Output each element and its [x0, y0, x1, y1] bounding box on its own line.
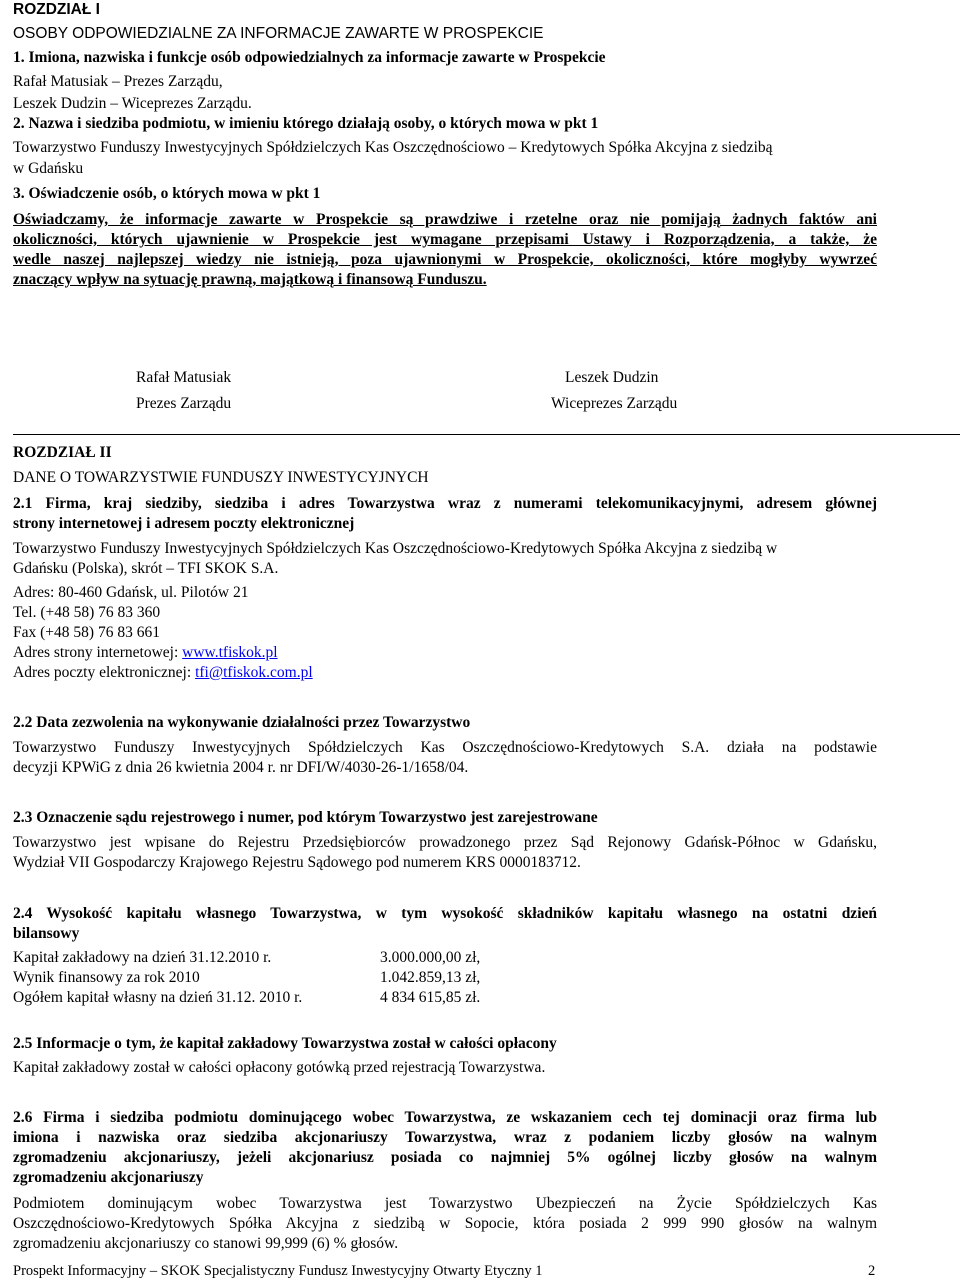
address: Adres: 80-460 Gdańsk, ul. Pilotów 21 — [13, 584, 249, 601]
s23-title: 2.3 Oznaczenie sądu rejestrowego i numer, pod którym Towarzystwo jest zarejestrowane — [13, 809, 598, 826]
phone: Tel. (+48 58) 76 83 360 — [13, 604, 161, 621]
website-label: Adres strony internetowej: — [13, 644, 183, 661]
capital-label: Ogółem kapitał własny na dzień 31.12. 2010 r. — [13, 989, 303, 1006]
website-link[interactable]: www.tfiskok.pl — [182, 644, 278, 661]
s22-title: 2.2 Data zezwolenia na wykonywanie działalności przez Towarzystwo — [13, 714, 471, 731]
s26-text: Oszczędnościowo-Kredytowych Spółka Akcyjna z siedzibą w Sopocie, która posiada 2 999 990 głosów na walnym — [13, 1215, 877, 1232]
email-row — [13, 665, 313, 681]
s22-text: Towarzystwo Funduszy Inwestycyjnych Spółdzielczych Kas Oszczędnościowo-Kredytowych S.A. działa na podstawie — [13, 739, 877, 756]
declaration-line: Oświadczamy, że informacje zawarte w Prospekcie są prawdziwe i rzetelne oraz nie pomijają żadnych faktów ani — [13, 211, 877, 228]
declaration-line: znaczący wpływ na sytuację prawną, majątkową i finansową Funduszu. — [13, 271, 487, 288]
s23-text: Towarzystwo jest wpisane do Rejestru Przedsiębiorców prowadzonego przez Sąd Rejonowy Gdańsk-Północ w Gdańsku, — [13, 834, 877, 851]
responsible-person-1: Rafał Matusiak – Prezes Zarządu, — [13, 73, 223, 90]
s24-title: bilansowy — [13, 925, 80, 942]
s26-title: zgromadzeniu akcjonariuszy — [13, 1169, 204, 1186]
item-3-title: 3. Oświadczenie osób, o których mowa w pkt 1 — [13, 185, 321, 202]
s21-title: 2.1 Firma, kraj siedziby, siedziba i adres Towarzystwa wraz z numerami telekomunikacyjnymi, adresem głównej — [13, 495, 877, 512]
s21-text: Towarzystwo Funduszy Inwestycyjnych Spółdzielczych Kas Oszczędnościowo-Kredytowych Spółka Akcyjna z siedzibą w — [13, 540, 778, 557]
s25-title: 2.5 Informacje o tym, że kapitał zakładowy Towarzystwa został w całości opłacony — [13, 1035, 557, 1052]
item-2-text: w Gdańsku — [13, 160, 84, 177]
chapter-2-subheading: DANE O TOWARZYSTWIE FUNDUSZY INWESTYCYJNYCH — [13, 469, 429, 486]
website-row — [13, 645, 278, 661]
capital-label: Wynik finansowy za rok 2010 — [13, 969, 200, 986]
capital-label: Kapitał zakładowy na dzień 31.12.2010 r. — [13, 949, 272, 966]
declaration-line: wedle naszej najlepszej wiedzy nie istnieją, poza ujawnionymi w Prospekcie, okoliczności, które mogłyby wywrzeć — [13, 251, 877, 268]
item-2-title: 2. Nazwa i siedziba podmiotu, w imieniu którego działają osoby, o których mowa w pkt 1 — [13, 115, 599, 132]
capital-row — [13, 970, 480, 986]
s23-text: Wydział VII Gospodarczy Krajowego Rejestru Sądowego pod numerem KRS 0000183712. — [13, 854, 581, 871]
s26-title: imiona i nazwiska oraz siedziba akcjonariuszy Towarzystwa, wraz z podaniem liczby głosów na walnym — [13, 1129, 877, 1146]
s22-text: decyzji KPWiG z dnia 26 kwietnia 2004 r. nr DFI/W/4030-26-1/1658/04. — [13, 759, 469, 776]
signature-left-role: Prezes Zarządu — [136, 395, 232, 412]
fax: Fax (+48 58) 76 83 661 — [13, 624, 160, 641]
item-1-title: 1. Imiona, nazwiska i funkcje osób odpowiedzialnych za informacje zawarte w Prospekcie — [13, 49, 606, 66]
item-2-text: Towarzystwo Funduszy Inwestycyjnych Spółdzielczych Kas Oszczędnościowo – Kredytowych Spółka Akcyjna z siedzibą — [13, 139, 773, 156]
page-number: 2 — [868, 1263, 876, 1279]
declaration-line: okoliczności, których ujawnienie w Prospekcie jest wymagane przepisami Ustawy i Rozporządzenia, a także, że — [13, 231, 877, 248]
capital-row — [13, 950, 480, 966]
capital-value: 4 834 615,85 zł. — [380, 989, 481, 1006]
capital-value: 3.000.000,00 zł, — [380, 949, 481, 966]
footer-title: Prospekt Informacyjny – SKOK Specjalistyczny Fundusz Inwestycyjny Otwarty Etyczny 1 — [13, 1263, 543, 1279]
s26-title: 2.6 Firma i siedziba podmiotu dominującego wobec Towarzystwa, ze wskazaniem cech tej dominacji oraz firma lub — [13, 1109, 877, 1126]
s26-title: zgromadzeniu akcjonariuszy, jeżeli akcjonariusz posiada co najmniej 5% ogólnej liczby głosów na walnym — [13, 1149, 877, 1166]
signature-right-role: Wiceprezes Zarządu — [551, 395, 678, 412]
s21-text: Gdańsku (Polska), skrót – TFI SKOK S.A. — [13, 560, 279, 577]
chapter-2-heading: ROZDZIAŁ II — [13, 444, 112, 461]
email-link[interactable]: tfi@tfiskok.com.pl — [195, 664, 313, 681]
s24-title: 2.4 Wysokość kapitału własnego Towarzystwa, w tym wysokość składników kapitału własnego na ostatni dzień — [13, 905, 877, 922]
section-divider — [13, 434, 960, 435]
signature-right-name: Leszek Dudzin — [565, 369, 659, 386]
chapter-1-heading: ROZDZIAŁ I — [13, 1, 100, 18]
email-label: Adres poczty elektronicznej: — [13, 664, 196, 681]
capital-value: 1.042.859,13 zł, — [380, 969, 481, 986]
s21-title: strony internetowej i adresem poczty elektronicznej — [13, 515, 355, 532]
responsible-person-2: Leszek Dudzin – Wiceprezes Zarządu. — [13, 95, 252, 112]
s25-text: Kapitał zakładowy został w całości opłacony gotówką przed rejestracją Towarzystwa. — [13, 1059, 546, 1076]
signature-left-name: Rafał Matusiak — [136, 369, 232, 386]
chapter-1-subheading: OSOBY ODPOWIEDZIALNE ZA INFORMACJE ZAWARTE W PROSPEKCIE — [13, 25, 544, 42]
capital-row — [13, 990, 480, 1006]
s26-text: Podmiotem dominującym wobec Towarzystwa jest Towarzystwo Ubezpieczeń na Życie Spółdzielczych Kas — [13, 1195, 877, 1212]
s26-text: zgromadzeniu akcjonariuszy co stanowi 99,999 (6) % głosów. — [13, 1235, 399, 1252]
